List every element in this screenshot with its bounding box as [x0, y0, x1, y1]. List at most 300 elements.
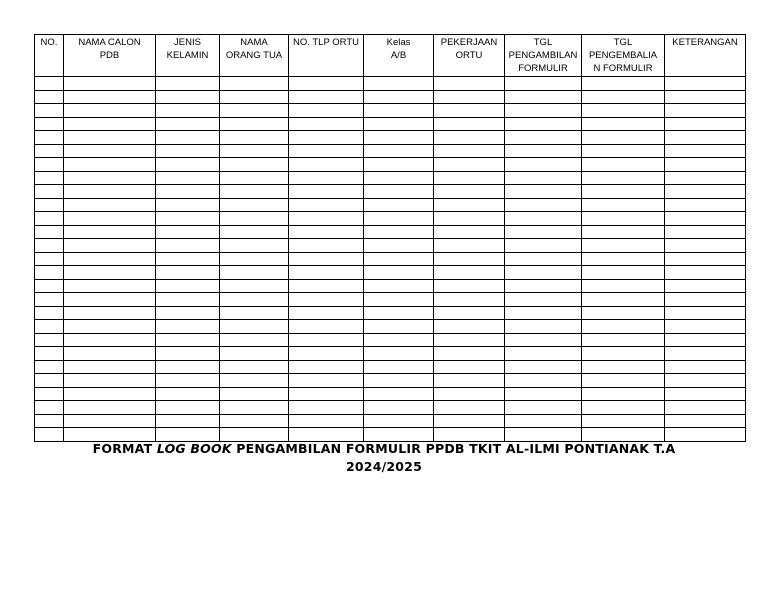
table-cell[interactable]: [505, 158, 582, 172]
table-cell[interactable]: [364, 360, 434, 374]
table-cell[interactable]: [665, 171, 746, 185]
table-cell[interactable]: [220, 212, 289, 226]
header-tgl-pengembalian: TGL PENGEMBALIA N FORMULIR: [582, 35, 665, 77]
table-cell[interactable]: [64, 158, 156, 172]
table-cell[interactable]: [665, 158, 746, 172]
table-cell[interactable]: [665, 293, 746, 307]
table-cell[interactable]: [665, 360, 746, 374]
table-cell[interactable]: [64, 266, 156, 280]
table-cell[interactable]: [156, 266, 220, 280]
table-cell[interactable]: [64, 347, 156, 361]
table-cell[interactable]: [364, 212, 434, 226]
table-cell[interactable]: [220, 90, 289, 104]
table-cell[interactable]: [665, 333, 746, 347]
table-cell[interactable]: [665, 401, 746, 415]
table-cell[interactable]: [35, 347, 64, 361]
table-cell[interactable]: [35, 225, 64, 239]
table-cell[interactable]: [289, 428, 364, 442]
table-cell[interactable]: [364, 306, 434, 320]
table-cell[interactable]: [364, 401, 434, 415]
table-cell[interactable]: [505, 144, 582, 158]
table-cell[interactable]: [665, 306, 746, 320]
header-kelas: Kelas A/B: [364, 35, 434, 77]
table-cell[interactable]: [289, 266, 364, 280]
table-cell[interactable]: [156, 171, 220, 185]
table-cell[interactable]: [505, 171, 582, 185]
table-cell[interactable]: [505, 131, 582, 145]
table-cell[interactable]: [156, 401, 220, 415]
header-tgl-pengambilan: TGL PENGAMBILAN FORMULIR: [505, 35, 582, 77]
table-cell[interactable]: [64, 77, 156, 91]
table-cell[interactable]: [35, 401, 64, 415]
table-cell[interactable]: [220, 117, 289, 131]
table-cell[interactable]: [64, 225, 156, 239]
table-cell[interactable]: [665, 414, 746, 428]
table-row: [35, 266, 746, 280]
table-cell[interactable]: [289, 306, 364, 320]
table-cell[interactable]: [64, 117, 156, 131]
table-cell[interactable]: [665, 347, 746, 361]
table-cell[interactable]: [364, 347, 434, 361]
table-cell[interactable]: [434, 374, 505, 388]
title-rest: PENGAMBILAN FORMULIR PPDB TKIT AL-ILMI PONTIANAK T.A: [231, 441, 676, 456]
table-cell[interactable]: [582, 360, 665, 374]
table-cell[interactable]: [35, 414, 64, 428]
table-cell[interactable]: [434, 131, 505, 145]
table-cell[interactable]: [582, 306, 665, 320]
table-cell[interactable]: [289, 333, 364, 347]
table-cell[interactable]: [434, 158, 505, 172]
table-cell[interactable]: [35, 360, 64, 374]
table-cell[interactable]: [505, 185, 582, 199]
table-cell[interactable]: [364, 374, 434, 388]
table-cell[interactable]: [582, 266, 665, 280]
table-cell[interactable]: [364, 198, 434, 212]
table-cell[interactable]: [665, 117, 746, 131]
table-cell[interactable]: [434, 77, 505, 91]
table-cell[interactable]: [64, 239, 156, 253]
header-keterangan: KETERANGAN: [665, 35, 746, 77]
table-cell[interactable]: [156, 90, 220, 104]
table-cell[interactable]: [156, 212, 220, 226]
table-cell[interactable]: [289, 347, 364, 361]
table-cell[interactable]: [64, 306, 156, 320]
table-cell[interactable]: [156, 131, 220, 145]
table-cell[interactable]: [505, 117, 582, 131]
table-cell[interactable]: [64, 360, 156, 374]
table-cell[interactable]: [156, 104, 220, 118]
table-cell[interactable]: [665, 104, 746, 118]
table-cell[interactable]: [289, 77, 364, 91]
table-cell[interactable]: [364, 293, 434, 307]
table-cell[interactable]: [289, 320, 364, 334]
table-cell[interactable]: [434, 320, 505, 334]
table-cell[interactable]: [35, 104, 64, 118]
table-cell[interactable]: [289, 185, 364, 199]
title-italic: LOG BOOK: [156, 441, 232, 456]
table-cell[interactable]: [505, 333, 582, 347]
table-cell[interactable]: [289, 212, 364, 226]
table-cell[interactable]: [220, 279, 289, 293]
table-cell[interactable]: [665, 131, 746, 145]
table-cell[interactable]: [364, 117, 434, 131]
table-row: [35, 198, 746, 212]
table-cell[interactable]: [364, 252, 434, 266]
table-cell[interactable]: [156, 252, 220, 266]
table-cell[interactable]: [156, 428, 220, 442]
table-cell[interactable]: [220, 171, 289, 185]
table-cell[interactable]: [220, 428, 289, 442]
table-cell[interactable]: [505, 428, 582, 442]
title-year: 2024/2025: [346, 459, 422, 474]
table-row: [35, 158, 746, 172]
table-cell[interactable]: [289, 252, 364, 266]
table-cell[interactable]: [35, 374, 64, 388]
table-cell[interactable]: [156, 158, 220, 172]
table-row: [35, 185, 746, 199]
table-cell[interactable]: [220, 239, 289, 253]
table-cell[interactable]: [220, 374, 289, 388]
table-cell[interactable]: [364, 414, 434, 428]
table-cell[interactable]: [582, 293, 665, 307]
table-cell[interactable]: [665, 144, 746, 158]
table-cell[interactable]: [35, 306, 64, 320]
table-cell[interactable]: [665, 320, 746, 334]
table-cell[interactable]: [364, 158, 434, 172]
table-cell[interactable]: [582, 401, 665, 415]
table-cell[interactable]: [220, 306, 289, 320]
table-cell[interactable]: [35, 239, 64, 253]
table-cell[interactable]: [665, 252, 746, 266]
table-cell[interactable]: [505, 414, 582, 428]
table-cell[interactable]: [35, 185, 64, 199]
table-cell[interactable]: [220, 185, 289, 199]
table-cell[interactable]: [220, 347, 289, 361]
header-no-tlp-ortu: NO. TLP ORTU: [289, 35, 364, 77]
table-cell[interactable]: [64, 171, 156, 185]
header-row: [35, 35, 746, 77]
table-cell[interactable]: [156, 387, 220, 401]
table-cell[interactable]: [434, 333, 505, 347]
table-cell[interactable]: [156, 117, 220, 131]
table-row: [35, 347, 746, 361]
table-cell[interactable]: [665, 198, 746, 212]
table-cell[interactable]: [582, 212, 665, 226]
table-cell[interactable]: [35, 387, 64, 401]
table-row: [35, 333, 746, 347]
table-cell[interactable]: [289, 239, 364, 253]
table-row: [35, 239, 746, 253]
table-cell[interactable]: [64, 333, 156, 347]
header-nama-calon-pdb: NAMA CALON PDB: [64, 35, 156, 77]
table-cell[interactable]: [35, 131, 64, 145]
table-cell[interactable]: [35, 144, 64, 158]
table-cell[interactable]: [35, 320, 64, 334]
table-cell[interactable]: [665, 266, 746, 280]
table-cell[interactable]: [289, 90, 364, 104]
table-cell[interactable]: [434, 90, 505, 104]
table-cell[interactable]: [220, 158, 289, 172]
table-row: [35, 117, 746, 131]
table-cell[interactable]: [220, 293, 289, 307]
table-cell[interactable]: [434, 104, 505, 118]
table-cell[interactable]: [434, 293, 505, 307]
table-cell[interactable]: [505, 293, 582, 307]
table-cell[interactable]: [434, 185, 505, 199]
table-cell[interactable]: [364, 387, 434, 401]
table-cell[interactable]: [220, 333, 289, 347]
table-row: [35, 212, 746, 226]
table-cell[interactable]: [220, 266, 289, 280]
table-cell[interactable]: [35, 117, 64, 131]
table-cell[interactable]: [220, 131, 289, 145]
table-cell[interactable]: [505, 306, 582, 320]
table-cell[interactable]: [64, 90, 156, 104]
table-cell[interactable]: [220, 401, 289, 415]
table-cell[interactable]: [364, 144, 434, 158]
table-cell[interactable]: [434, 239, 505, 253]
table-cell[interactable]: [665, 90, 746, 104]
table-cell[interactable]: [289, 279, 364, 293]
table-cell[interactable]: [582, 333, 665, 347]
table-cell[interactable]: [582, 387, 665, 401]
table-cell[interactable]: [505, 401, 582, 415]
table-cell[interactable]: [64, 374, 156, 388]
table-cell[interactable]: [665, 387, 746, 401]
table-cell[interactable]: [220, 252, 289, 266]
table-cell[interactable]: [434, 117, 505, 131]
table-cell[interactable]: [582, 117, 665, 131]
table-cell[interactable]: [64, 387, 156, 401]
table-cell[interactable]: [156, 347, 220, 361]
table-cell[interactable]: [582, 428, 665, 442]
table-cell[interactable]: [434, 266, 505, 280]
table-cell[interactable]: [582, 90, 665, 104]
table-cell[interactable]: [64, 428, 156, 442]
table-cell[interactable]: [156, 144, 220, 158]
table-cell[interactable]: [220, 198, 289, 212]
table-cell[interactable]: [35, 171, 64, 185]
table-cell[interactable]: [582, 279, 665, 293]
table-cell[interactable]: [364, 225, 434, 239]
table-cell[interactable]: [220, 144, 289, 158]
table-cell[interactable]: [434, 401, 505, 415]
table-cell[interactable]: [35, 252, 64, 266]
table-cell[interactable]: [64, 198, 156, 212]
table-cell[interactable]: [665, 428, 746, 442]
table-row: [35, 279, 746, 293]
table-cell[interactable]: [505, 104, 582, 118]
table-cell[interactable]: [582, 198, 665, 212]
table-cell[interactable]: [220, 104, 289, 118]
table-cell[interactable]: [35, 266, 64, 280]
table-cell[interactable]: [364, 266, 434, 280]
logbook-table: [34, 34, 746, 442]
table-cell[interactable]: [582, 347, 665, 361]
table-cell[interactable]: [665, 212, 746, 226]
table-cell[interactable]: [434, 212, 505, 226]
table-cell[interactable]: [156, 414, 220, 428]
table-cell[interactable]: [364, 239, 434, 253]
table-cell[interactable]: [156, 185, 220, 199]
table-cell[interactable]: [35, 279, 64, 293]
table-cell[interactable]: [582, 77, 665, 91]
table-row: [35, 252, 746, 266]
table-cell[interactable]: [665, 239, 746, 253]
table-cell[interactable]: [64, 104, 156, 118]
table-cell[interactable]: [434, 414, 505, 428]
table-cell[interactable]: [434, 347, 505, 361]
table-cell[interactable]: [434, 252, 505, 266]
table-cell[interactable]: [665, 279, 746, 293]
table-cell[interactable]: [289, 401, 364, 415]
table-cell[interactable]: [505, 239, 582, 253]
table-cell[interactable]: [156, 225, 220, 239]
table-row: [35, 144, 746, 158]
table-cell[interactable]: [156, 239, 220, 253]
table-cell[interactable]: [364, 320, 434, 334]
table-cell[interactable]: [582, 252, 665, 266]
table-cell[interactable]: [35, 212, 64, 226]
table-cell[interactable]: [220, 320, 289, 334]
table-cell[interactable]: [665, 225, 746, 239]
table-cell[interactable]: [156, 77, 220, 91]
table-cell[interactable]: [505, 198, 582, 212]
table-cell[interactable]: [35, 293, 64, 307]
table-cell[interactable]: [434, 306, 505, 320]
table-cell[interactable]: [35, 198, 64, 212]
table-cell[interactable]: [582, 158, 665, 172]
table-cell[interactable]: [64, 212, 156, 226]
table-cell[interactable]: [364, 131, 434, 145]
table-cell[interactable]: [434, 225, 505, 239]
table-cell[interactable]: [156, 293, 220, 307]
table-cell[interactable]: [582, 144, 665, 158]
table-cell[interactable]: [35, 77, 64, 91]
table-cell[interactable]: [64, 131, 156, 145]
table-cell[interactable]: [505, 266, 582, 280]
table-cell[interactable]: [220, 225, 289, 239]
table-cell[interactable]: [582, 414, 665, 428]
table-cell[interactable]: [364, 279, 434, 293]
page-title: [34, 440, 734, 476]
table-cell[interactable]: [35, 428, 64, 442]
table-cell[interactable]: [582, 239, 665, 253]
table-row: [35, 171, 746, 185]
table-cell[interactable]: [289, 374, 364, 388]
table-row: [35, 320, 746, 334]
table-cell[interactable]: [289, 414, 364, 428]
table-cell[interactable]: [505, 90, 582, 104]
table-row: [35, 401, 746, 415]
table-cell[interactable]: [364, 171, 434, 185]
table-cell[interactable]: [364, 90, 434, 104]
table-cell[interactable]: [364, 333, 434, 347]
table-cell[interactable]: [156, 360, 220, 374]
table-cell[interactable]: [289, 131, 364, 145]
table-cell[interactable]: [505, 360, 582, 374]
table-cell[interactable]: [156, 320, 220, 334]
table-cell[interactable]: [289, 225, 364, 239]
table-cell[interactable]: [364, 77, 434, 91]
table-cell[interactable]: [434, 387, 505, 401]
table-cell[interactable]: [289, 171, 364, 185]
table-cell[interactable]: [364, 428, 434, 442]
table-cell[interactable]: [220, 414, 289, 428]
table-cell[interactable]: [505, 279, 582, 293]
table-cell[interactable]: [289, 387, 364, 401]
table-cell[interactable]: [505, 320, 582, 334]
table-cell[interactable]: [434, 428, 505, 442]
table-cell[interactable]: [505, 225, 582, 239]
table-cell[interactable]: [156, 198, 220, 212]
table-cell[interactable]: [505, 212, 582, 226]
table-cell[interactable]: [289, 293, 364, 307]
table-cell[interactable]: [665, 185, 746, 199]
table-cell[interactable]: [289, 158, 364, 172]
table-cell[interactable]: [665, 374, 746, 388]
table-cell[interactable]: [582, 185, 665, 199]
table-cell[interactable]: [220, 77, 289, 91]
table-cell[interactable]: [505, 387, 582, 401]
table-cell[interactable]: [434, 279, 505, 293]
table-cell[interactable]: [582, 131, 665, 145]
table-cell[interactable]: [434, 144, 505, 158]
table-cell[interactable]: [289, 198, 364, 212]
table-cell[interactable]: [582, 171, 665, 185]
table-cell[interactable]: [582, 374, 665, 388]
table-cell[interactable]: [64, 320, 156, 334]
table-cell[interactable]: [582, 320, 665, 334]
table-cell[interactable]: [505, 347, 582, 361]
table-cell[interactable]: [505, 252, 582, 266]
table-cell[interactable]: [64, 279, 156, 293]
header-jenis-kelamin: JENIS KELAMIN: [156, 35, 220, 77]
table-cell[interactable]: [35, 90, 64, 104]
table-cell[interactable]: [289, 360, 364, 374]
table-cell[interactable]: [434, 360, 505, 374]
table-cell[interactable]: [582, 225, 665, 239]
table-cell[interactable]: [64, 414, 156, 428]
table-cell[interactable]: [582, 104, 665, 118]
table-cell[interactable]: [64, 185, 156, 199]
table-cell[interactable]: [434, 198, 505, 212]
table-cell[interactable]: [505, 77, 582, 91]
table-cell[interactable]: [156, 333, 220, 347]
table-cell[interactable]: [64, 252, 156, 266]
table-row: [35, 104, 746, 118]
table-cell[interactable]: [156, 374, 220, 388]
table-cell[interactable]: [665, 77, 746, 91]
table-cell[interactable]: [64, 293, 156, 307]
table-cell[interactable]: [289, 104, 364, 118]
table-row: [35, 131, 746, 145]
table-cell[interactable]: [364, 185, 434, 199]
table-cell[interactable]: [434, 171, 505, 185]
table-cell[interactable]: [220, 387, 289, 401]
table-cell[interactable]: [505, 374, 582, 388]
table-cell[interactable]: [364, 104, 434, 118]
table-cell[interactable]: [289, 144, 364, 158]
table-cell[interactable]: [35, 158, 64, 172]
table-cell[interactable]: [156, 306, 220, 320]
table-cell[interactable]: [289, 117, 364, 131]
table-cell[interactable]: [35, 333, 64, 347]
table-cell[interactable]: [220, 360, 289, 374]
table-cell[interactable]: [64, 401, 156, 415]
table-cell[interactable]: [156, 279, 220, 293]
table-cell[interactable]: [64, 144, 156, 158]
